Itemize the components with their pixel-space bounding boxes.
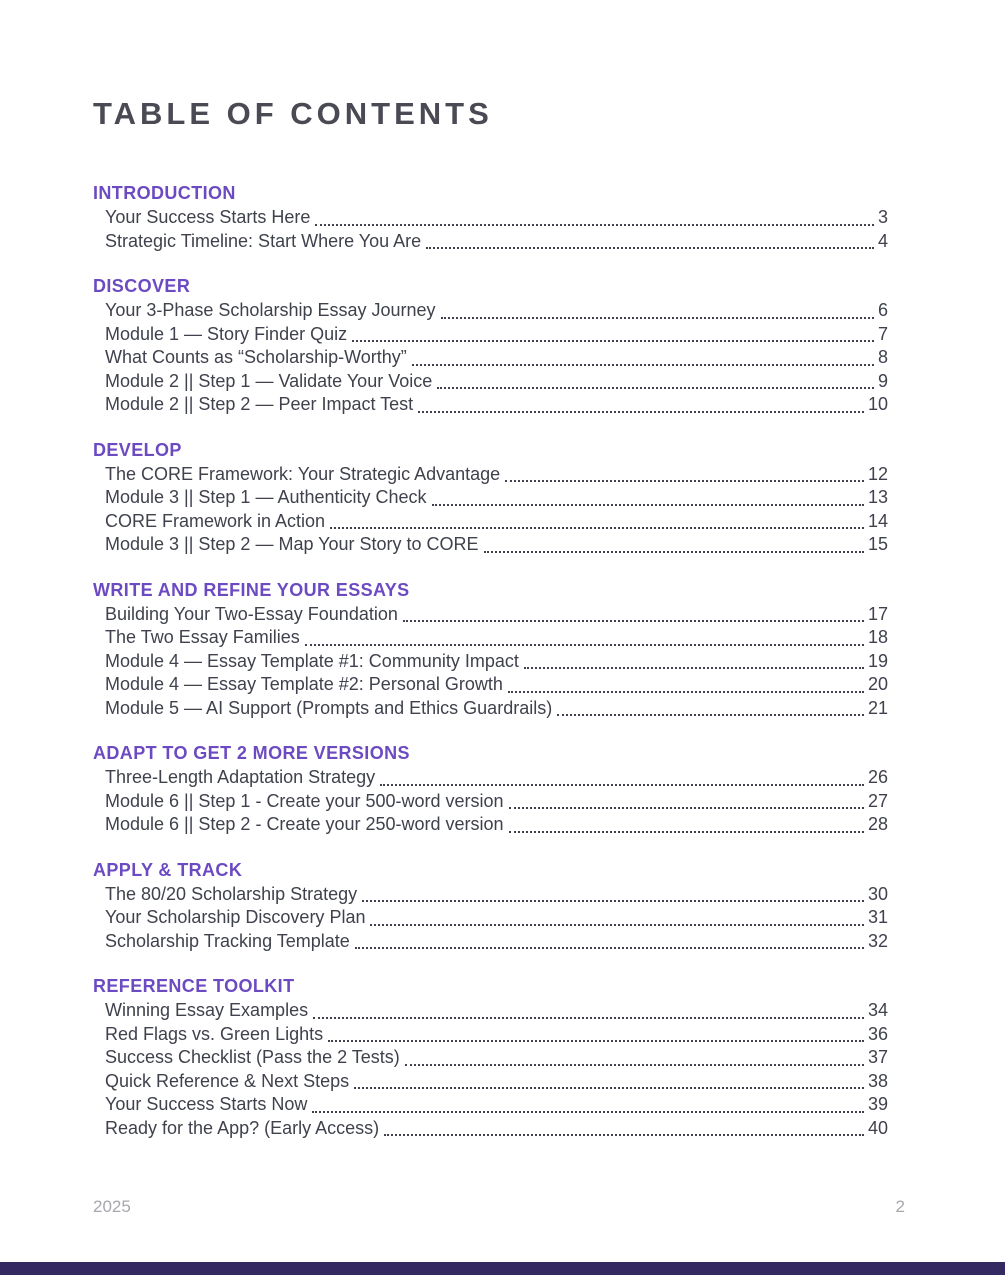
entry-label: Red Flags vs. Green Lights [105, 1023, 324, 1044]
dotted-leader [426, 247, 874, 249]
entry-label: Module 6 || Step 2 - Create your 250-word version [105, 814, 504, 834]
entry-page-number: 26 [867, 767, 888, 787]
entry-label: What Counts as “Scholarship-Worthy” [105, 347, 407, 367]
entry-label: Module 2 || Step 2 — Peer Impact Test [105, 394, 414, 414]
entry-page-number: 32 [867, 930, 888, 951]
toc-section [93, 975, 888, 1140]
entry-label: Module 4 — Essay Template #2: Personal Growth [105, 674, 503, 694]
footer-year: 2025 [93, 1197, 131, 1216]
toc-entry [93, 370, 888, 394]
toc-entry [93, 603, 888, 627]
entry-label: Module 3 || Step 2 — Map Your Story to CORE [105, 534, 479, 554]
section-heading: INTRODUCTION [93, 183, 236, 203]
entry-page-number: 21 [867, 697, 888, 718]
toc-entry [93, 883, 888, 907]
section-entries [93, 206, 888, 253]
section-heading: REFERENCE TOOLKIT [93, 976, 295, 996]
dotted-leader [509, 831, 864, 833]
entry-page-number: 36 [867, 1023, 888, 1044]
toc-entry [93, 1093, 888, 1117]
toc-entry [93, 650, 888, 674]
toc-entry [93, 1023, 888, 1047]
dotted-leader [405, 1064, 864, 1066]
toc-entry [93, 206, 888, 230]
entry-page-number: 37 [867, 1047, 888, 1067]
toc-entry [93, 1046, 888, 1070]
dotted-leader [508, 691, 864, 693]
entry-label: Your 3-Phase Scholarship Essay Journey [105, 300, 436, 320]
toc-entry [93, 230, 888, 254]
toc-entry [93, 1117, 888, 1141]
section-entries [93, 883, 888, 954]
toc-entry [93, 673, 888, 697]
entry-label: Strategic Timeline: Start Where You Are [105, 230, 422, 251]
entry-page-number: 10 [867, 394, 888, 414]
toc-entry [93, 626, 888, 650]
toc-section [93, 182, 888, 253]
toc-entry [93, 999, 888, 1023]
dotted-leader [352, 340, 874, 342]
entry-page-number: 14 [867, 510, 888, 531]
entry-label: Building Your Two-Essay Foundation [105, 603, 398, 624]
dotted-leader [330, 527, 864, 529]
entry-label: The 80/20 Scholarship Strategy [105, 883, 358, 904]
entry-page-number: 12 [867, 463, 888, 484]
entry-page-number: 20 [867, 674, 888, 694]
entry-page-number: 18 [867, 627, 888, 647]
dotted-leader [384, 1134, 864, 1136]
section-entries [93, 999, 888, 1140]
dotted-leader [437, 387, 874, 389]
toc-entry [93, 766, 888, 790]
toc-entry [93, 510, 888, 534]
dotted-leader [355, 947, 864, 949]
entry-page-number: 38 [867, 1070, 888, 1091]
page-title: TABLE OF CONTENTS [93, 96, 493, 131]
section-heading: APPLY & TRACK [93, 859, 243, 880]
entry-page-number: 9 [877, 370, 888, 391]
entry-page-number: 8 [877, 347, 888, 367]
dotted-leader [362, 900, 864, 902]
toc-entry [93, 930, 888, 954]
entry-label: Module 1 — Story Finder Quiz [105, 323, 348, 344]
entry-page-number: 13 [867, 487, 888, 507]
dotted-leader [441, 317, 874, 319]
toc-entry [93, 1070, 888, 1094]
entry-label: CORE Framework in Action [105, 510, 326, 531]
dotted-leader [524, 667, 864, 669]
entry-label: Three-Length Adaptation Strategy [105, 767, 376, 787]
entry-label: The CORE Framework: Your Strategic Advantage [105, 463, 501, 484]
entry-page-number: 4 [877, 230, 888, 251]
dotted-leader [403, 620, 864, 622]
footer-page-number: 2 [895, 1197, 905, 1216]
section-entries [93, 603, 888, 721]
entry-page-number: 7 [877, 323, 888, 344]
toc-entry [93, 790, 888, 814]
page-footer [93, 1197, 905, 1217]
dotted-leader [509, 807, 864, 809]
entry-page-number: 28 [867, 814, 888, 834]
toc-entry [93, 323, 888, 347]
entry-label: Scholarship Tracking Template [105, 930, 350, 951]
toc-entry [93, 393, 888, 417]
toc-section [93, 275, 888, 417]
section-heading: ADAPT TO GET 2 MORE VERSIONS [93, 743, 410, 763]
section-heading: WRITE AND REFINE YOUR ESSAYS [93, 579, 410, 600]
entry-page-number: 30 [867, 883, 888, 904]
toc-section [93, 439, 888, 557]
toc-section [93, 859, 888, 954]
dotted-leader [412, 364, 874, 366]
section-heading: DEVELOP [93, 439, 182, 460]
dotted-leader [505, 480, 864, 482]
toc-entry [93, 813, 888, 837]
entry-label: Winning Essay Examples [105, 1000, 309, 1020]
entry-page-number: 17 [867, 603, 888, 624]
toc-sections [93, 182, 888, 1140]
section-entries [93, 766, 888, 837]
dotted-leader [557, 714, 864, 716]
dotted-leader [305, 644, 864, 646]
entry-label: Module 6 || Step 1 - Create your 500-word version [105, 790, 504, 811]
entry-label: Quick Reference & Next Steps [105, 1070, 350, 1091]
toc-entry [93, 299, 888, 323]
entry-page-number: 27 [867, 790, 888, 811]
entry-page-number: 6 [877, 300, 888, 320]
section-entries [93, 463, 888, 557]
dotted-leader [432, 504, 864, 506]
dotted-leader [484, 551, 864, 553]
toc-entry [93, 533, 888, 557]
section-entries [93, 299, 888, 417]
entry-page-number: 19 [867, 650, 888, 671]
toc-section [93, 742, 888, 837]
dotted-leader [418, 411, 864, 413]
entry-label: Module 4 — Essay Template #1: Community Impact [105, 650, 519, 671]
dotted-leader [315, 224, 874, 226]
toc-entry [93, 463, 888, 487]
entry-page-number: 34 [867, 1000, 888, 1020]
bottom-accent-bar [0, 1262, 1005, 1275]
dotted-leader [370, 924, 864, 926]
entry-page-number: 15 [867, 534, 888, 554]
dotted-leader [313, 1017, 864, 1019]
toc-section [93, 579, 888, 721]
entry-label: Your Success Starts Now [105, 1094, 308, 1114]
entry-label: Module 3 || Step 1 — Authenticity Check [105, 487, 427, 507]
toc-entry [93, 697, 888, 721]
toc-entry [93, 906, 888, 930]
entry-page-number: 39 [867, 1094, 888, 1114]
entry-page-number: 3 [877, 207, 888, 227]
entry-label: Your Scholarship Discovery Plan [105, 907, 366, 927]
dotted-leader [354, 1087, 864, 1089]
entry-label: Module 5 — AI Support (Prompts and Ethics Guardrails) [105, 697, 553, 718]
toc-entry [93, 346, 888, 370]
entry-label: Ready for the App? (Early Access) [105, 1117, 380, 1138]
dotted-leader [312, 1111, 864, 1113]
entry-page-number: 40 [867, 1117, 888, 1138]
toc-entry [93, 486, 888, 510]
entry-label: Your Success Starts Here [105, 207, 311, 227]
entry-label: Success Checklist (Pass the 2 Tests) [105, 1047, 400, 1067]
section-heading: DISCOVER [93, 276, 191, 296]
entry-label: Module 2 || Step 1 — Validate Your Voice [105, 370, 433, 391]
entry-label: The Two Essay Families [105, 627, 300, 647]
dotted-leader [328, 1040, 864, 1042]
dotted-leader [380, 784, 864, 786]
entry-page-number: 31 [867, 907, 888, 927]
